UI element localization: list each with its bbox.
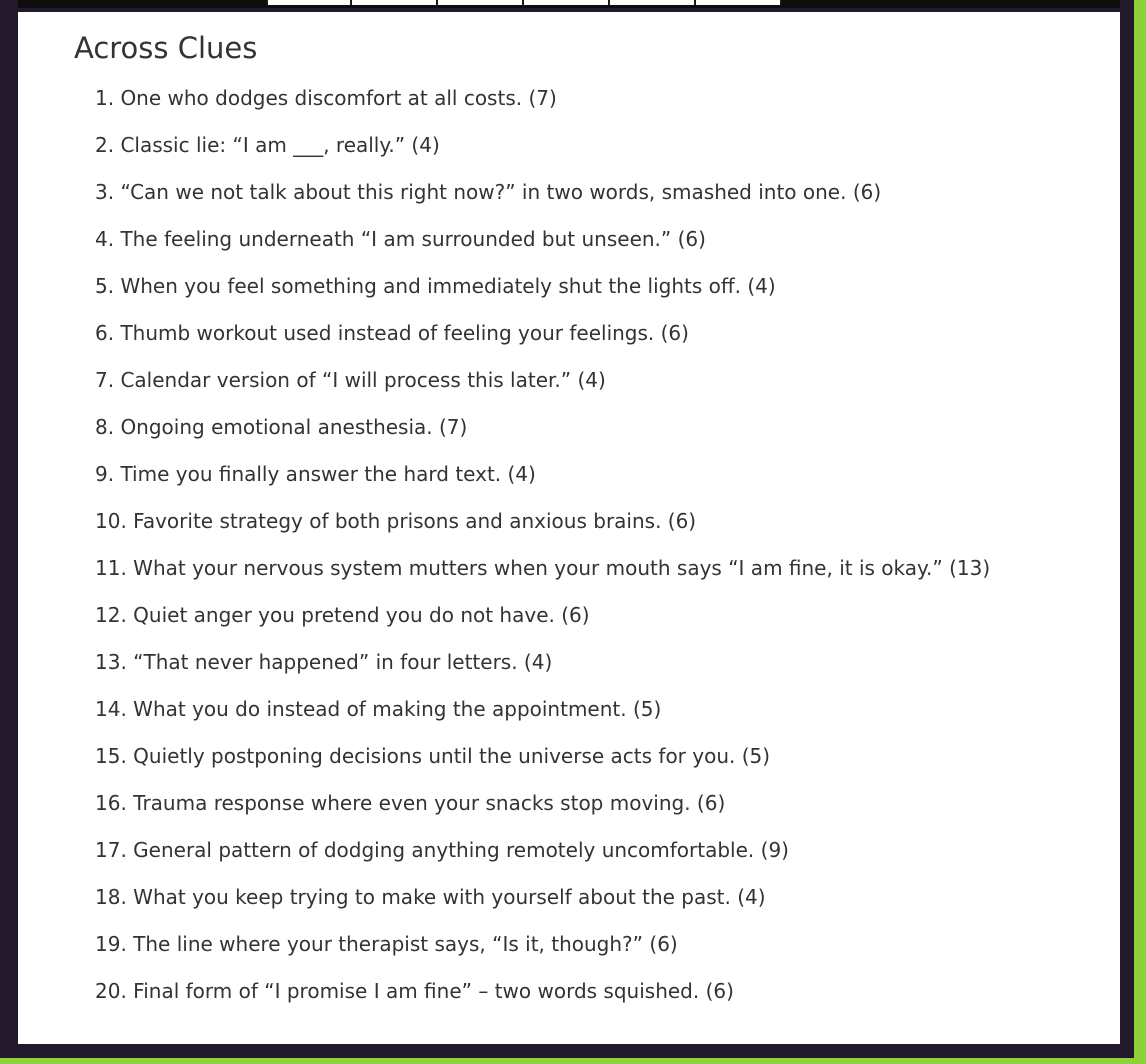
clue-item: 14. What you do instead of making the appointment. (5) bbox=[95, 697, 662, 721]
clue-item: 17. General pattern of dodging anything remotely uncomfortable. (9) bbox=[95, 838, 789, 862]
grid-cells-row bbox=[266, 0, 782, 5]
across-clues-heading: Across Clues bbox=[74, 31, 258, 65]
clues-page bbox=[18, 12, 1120, 1044]
clue-item: 16. Trauma response where even your snacks stop moving. (6) bbox=[95, 791, 726, 815]
clue-item: 6. Thumb workout used instead of feeling your feelings. (6) bbox=[95, 321, 689, 345]
grid-cell[interactable] bbox=[352, 0, 438, 5]
grid-cell[interactable] bbox=[696, 0, 782, 5]
crossword-grid-edge bbox=[18, 0, 1120, 8]
clue-item: 1. One who dodges discomfort at all costs. (7) bbox=[95, 86, 557, 110]
clue-item: 8. Ongoing emotional anesthesia. (7) bbox=[95, 415, 468, 439]
clue-item: 2. Classic lie: “I am ___, really.” (4) bbox=[95, 133, 440, 157]
grid-cell[interactable] bbox=[266, 0, 352, 5]
clue-item: 4. The feeling underneath “I am surrounded but unseen.” (6) bbox=[95, 227, 706, 251]
across-clue-list bbox=[95, 81, 990, 1021]
clue-item: 13. “That never happened” in four letters. (4) bbox=[95, 650, 553, 674]
clue-item: 12. Quiet anger you pretend you do not have. (6) bbox=[95, 603, 590, 627]
grid-cell[interactable] bbox=[438, 0, 524, 5]
clue-item: 11. What your nervous system mutters when your mouth says “I am fine, it is okay.” (13) bbox=[95, 556, 991, 580]
clue-item: 5. When you feel something and immediately shut the lights off. (4) bbox=[95, 274, 776, 298]
clue-item: 18. What you keep trying to make with yourself about the past. (4) bbox=[95, 885, 766, 909]
clue-item: 9. Time you finally answer the hard text. (4) bbox=[95, 462, 536, 486]
grid-cell[interactable] bbox=[610, 0, 696, 5]
clue-item: 3. “Can we not talk about this right now?” in two words, smashed into one. (6) bbox=[95, 180, 882, 204]
clue-item: 19. The line where your therapist says, “Is it, though?” (6) bbox=[95, 932, 678, 956]
clue-item: 20. Final form of “I promise I am fine” – two words squished. (6) bbox=[95, 979, 734, 1003]
clue-item: 10. Favorite strategy of both prisons and anxious brains. (6) bbox=[95, 509, 697, 533]
clue-item: 7. Calendar version of “I will process this later.” (4) bbox=[95, 368, 606, 392]
grid-cell[interactable] bbox=[524, 0, 610, 5]
clue-item: 15. Quietly postponing decisions until the universe acts for you. (5) bbox=[95, 744, 771, 768]
